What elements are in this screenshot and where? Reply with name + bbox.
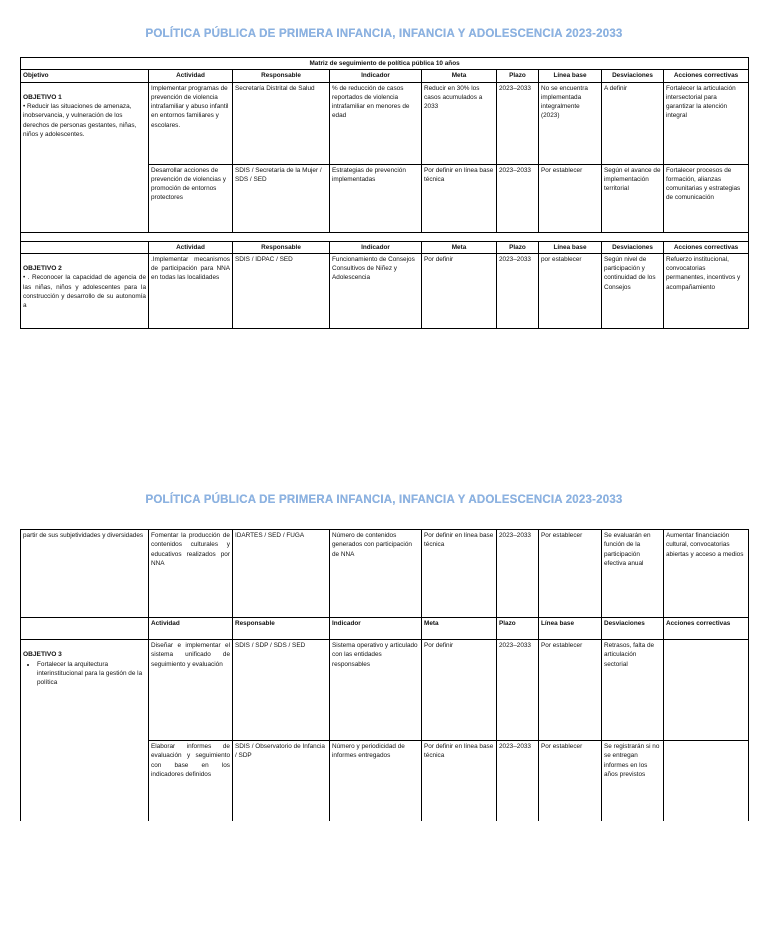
cell-actividad: Fomentar la producción de contenidos culturales y educativos realizados por NNA <box>149 530 233 618</box>
cell-indicador: Número de contenidos generados con participación de NNA <box>330 530 422 618</box>
cell-plazo: 2023–2033 <box>497 164 539 232</box>
cell-responsable: SDIS / IDPAC / SED <box>233 253 330 328</box>
header-indicador: Indicador <box>330 241 422 253</box>
cell-indicador: Funcionamiento de Consejos Consultivos de Niñez y Adolescencia <box>330 253 422 328</box>
cell-meta: Por definir <box>422 253 497 328</box>
objective-2-title: OBJETIVO 2 <box>23 264 62 272</box>
objective-1-cell <box>21 82 149 232</box>
cell-linea-base: por establecer <box>539 253 602 328</box>
cell-indicador: Número y periodicidad de informes entregados <box>330 741 422 821</box>
cell-meta: Por definir en línea base técnica <box>422 741 497 821</box>
cell-linea-base: No se encuentra implementada integralmente (2023) <box>539 82 602 164</box>
header-row <box>21 70 749 82</box>
header-row <box>21 241 749 253</box>
cell-acciones <box>664 640 749 741</box>
header-desviaciones: Desviaciones <box>602 70 664 82</box>
header-linea-base: Línea base <box>539 70 602 82</box>
cell-actividad: Desarrollar acciones de prevención de violencias y promoción de entornos protectores <box>149 164 233 232</box>
page-title: POLÍTICA PÚBLICA DE PRIMERA INFANCIA, INFANCIA Y ADOLESCENCIA 2023-2033 <box>145 28 623 40</box>
objective-3-text: • Fortalecer la arquitectura interinstitucional para la gestión de la política <box>37 660 146 688</box>
cell-responsable: SDIS / SDP / SDS / SED <box>233 640 330 741</box>
objective-3-title: OBJETIVO 3 <box>23 651 62 658</box>
header-meta: Meta <box>422 241 497 253</box>
table-row <box>21 82 749 164</box>
header-meta: Meta <box>422 70 497 82</box>
header-plazo: Plazo <box>497 70 539 82</box>
cell-acciones: Fortalecer procesos de formación, alianzas comunitarias y estrategias de comunicación <box>664 164 749 232</box>
header-indicador: Indicador <box>330 618 422 640</box>
cell-indicador: % de reducción de casos reportados de violencia intrafamiliar en menores de edad <box>330 82 422 164</box>
cell-desviaciones: Se registrarán si no se entregan informes en los años previstos <box>602 741 664 821</box>
objective-3-cell <box>21 640 149 821</box>
header-meta: Meta <box>422 618 497 640</box>
objective-2-continuation: partir de sus subjetividades y diversidades <box>21 530 149 618</box>
cell-plazo: 2023–2033 <box>497 530 539 618</box>
table-row <box>21 640 749 741</box>
header-actividad: Actividad <box>149 241 233 253</box>
cell-linea-base: Por establecer <box>539 530 602 618</box>
tracking-matrix-table <box>20 57 749 329</box>
cell-desviaciones: Según nivel de participación y continuidad de los Consejos <box>602 253 664 328</box>
cell-linea-base: Por establecer <box>539 741 602 821</box>
objective-2-cell <box>21 253 149 328</box>
header-responsable: Responsable <box>233 618 330 640</box>
cell-indicador: Estrategias de prevención implementadas <box>330 164 422 232</box>
objective-1-title: OBJETIVO 1 <box>23 93 62 101</box>
cell-plazo: 2023–2033 <box>497 741 539 821</box>
cell-acciones: Aumentar financiación cultural, convocatorias abiertas y acceso a medios <box>664 530 749 618</box>
cell-meta: Por definir en línea base técnica <box>422 164 497 232</box>
table-row <box>21 530 749 618</box>
matrix-title: Matriz de seguimiento de política pública 10 años <box>21 58 749 70</box>
cell-desviaciones: Según el avance de implementación territorial <box>602 164 664 232</box>
objective-2-text: • . Reconocer la capacidad de agencia de las niñas, niños y adolescentes para la construcción y desarrollo de su autonomía a <box>23 274 146 310</box>
cell-acciones: Fortalecer la articulación intersectorial para garantizar la atención integral <box>664 82 749 164</box>
header-objetivo: Objetivo <box>21 70 149 82</box>
header-actividad: Actividad <box>149 70 233 82</box>
header-plazo: Plazo <box>497 241 539 253</box>
header-actividad: Actividad <box>149 618 233 640</box>
cell-responsable: SDIS / Observatorio de Infancia / SDP <box>233 741 330 821</box>
header-acciones: Acciones correctivas <box>664 241 749 253</box>
header-plazo: Plazo <box>497 618 539 640</box>
header-row <box>21 618 749 640</box>
cell-actividad: .Implementar mecanismos de participación para NNA en todas las localidades <box>149 253 233 328</box>
header-linea-base: Línea base <box>539 618 602 640</box>
spacer-row <box>21 232 749 241</box>
cell-actividad: Implementar programas de prevención de violencia intrafamiliar y abuso infantil en entornos familiares y escolares. <box>149 82 233 164</box>
header-responsable: Responsable <box>233 241 330 253</box>
cell-meta: Por definir en línea base técnica <box>422 530 497 618</box>
header-desviaciones: Desviaciones <box>602 618 664 640</box>
cell-responsable: Secretaría Distrital de Salud <box>233 82 330 164</box>
table-row <box>21 253 749 328</box>
header-desviaciones: Desviaciones <box>602 241 664 253</box>
cell-responsable: SDIS / Secretaría de la Mujer / SDS / SED <box>233 164 330 232</box>
cell-meta: Reducir en 30% los casos acumulados a 2033 <box>422 82 497 164</box>
cell-indicador: Sistema operativo y articulado con las entidades responsables <box>330 640 422 741</box>
cell-desviaciones: Retrasos, falta de articulación sectorial <box>602 640 664 741</box>
header-linea-base: Línea base <box>539 241 602 253</box>
cell-linea-base: Por establecer <box>539 164 602 232</box>
cell-plazo: 2023–2033 <box>497 640 539 741</box>
cell-plazo: 2023–2033 <box>497 253 539 328</box>
cell-desviaciones: A definir <box>602 82 664 164</box>
cell-acciones: Refuerzo institucional, convocatorias permanentes, incentivos y acompañamiento <box>664 253 749 328</box>
header-acciones: Acciones correctivas <box>664 70 749 82</box>
tracking-matrix-table-continued <box>20 529 749 821</box>
cell-actividad: Diseñar e implementar el sistema unificado de seguimiento y evaluación <box>149 640 233 741</box>
header-indicador: Indicador <box>330 70 422 82</box>
cell-meta: Por definir <box>422 640 497 741</box>
cell-responsable: IDARTES / SED / FUGA <box>233 530 330 618</box>
cell-desviaciones: Se evaluarán en función de la participación efectiva anual <box>602 530 664 618</box>
cell-plazo: 2023–2033 <box>497 82 539 164</box>
header-responsable: Responsable <box>233 70 330 82</box>
header-acciones: Acciones correctivas <box>664 618 749 640</box>
cell-actividad: Elaborar informes de evaluación y seguimiento con base en los indicadores definidos <box>149 741 233 821</box>
objective-1-text: • Reducir las situaciones de amenaza, inobservancia, y vulneración de los derechos de personas gestantes, niñas, niños y adolescentes. <box>23 103 137 138</box>
page-title: POLÍTICA PÚBLICA DE PRIMERA INFANCIA, INFANCIA Y ADOLESCENCIA 2023-2033 <box>145 494 623 506</box>
cell-linea-base: Por establecer <box>539 640 602 741</box>
cell-acciones <box>664 741 749 821</box>
